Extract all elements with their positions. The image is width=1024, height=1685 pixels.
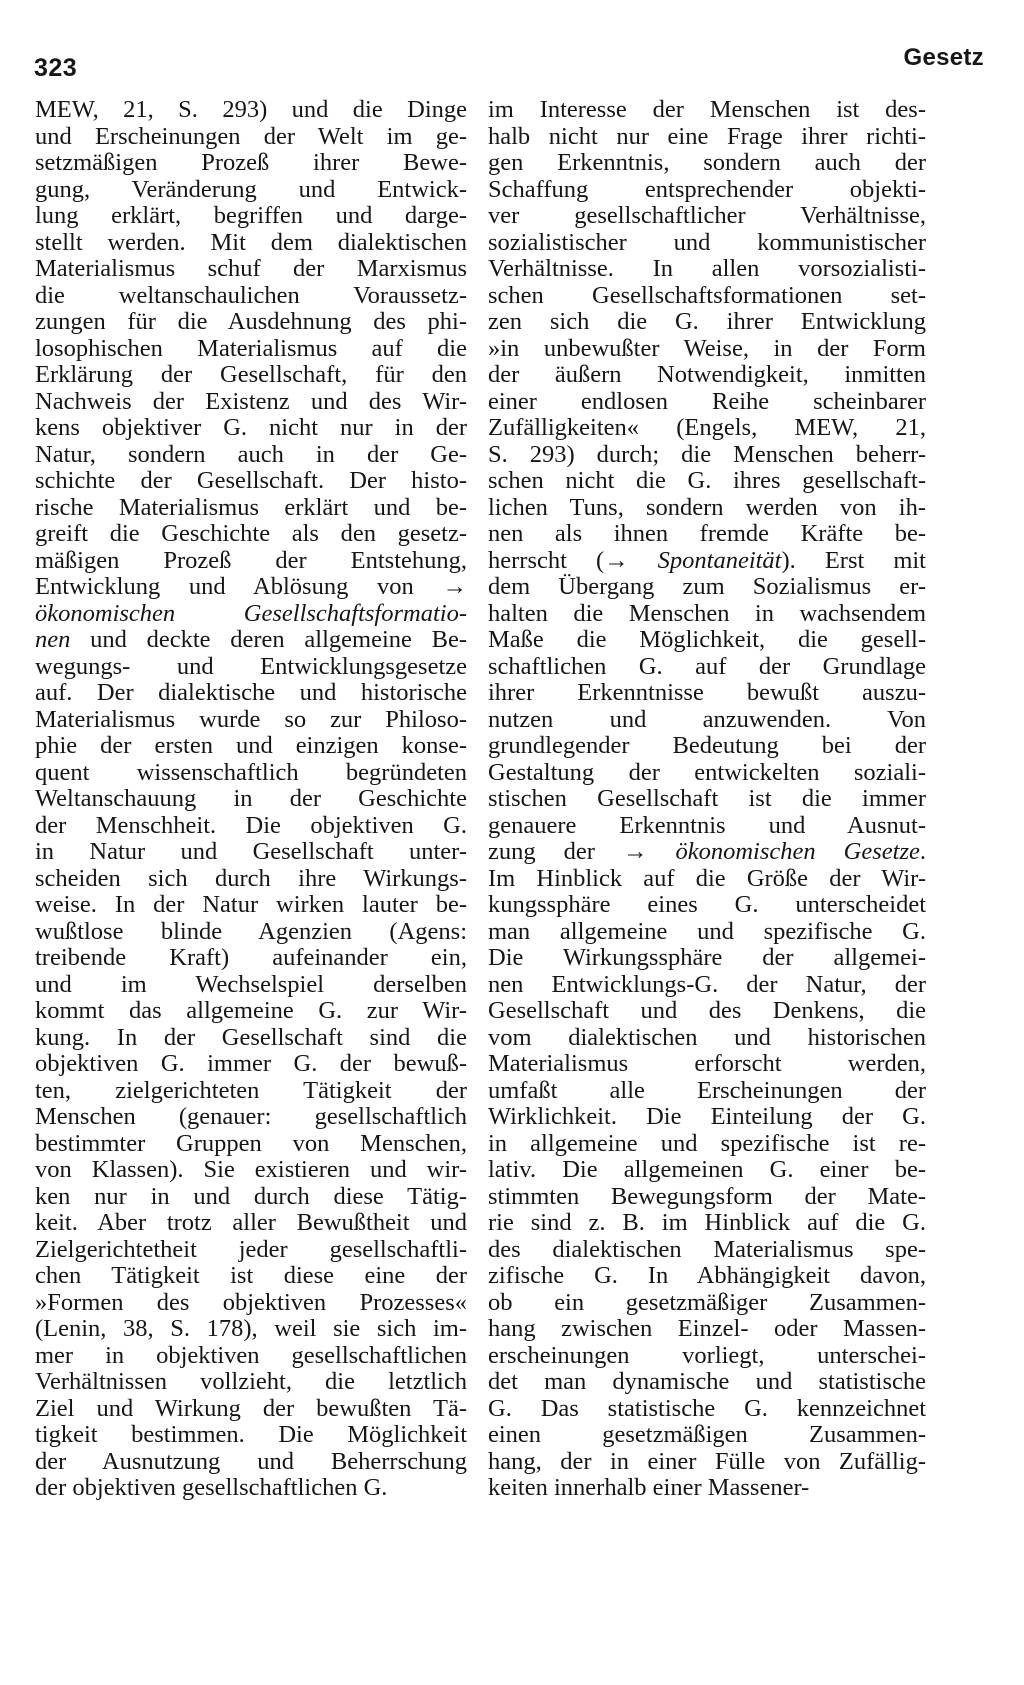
text-line: umfaßt alle Erscheinungen der	[488, 1077, 926, 1104]
text-line: grundlegender Bedeutung bei der	[488, 733, 926, 759]
text-line: Gestaltung der entwickelten soziali-	[488, 759, 926, 786]
text-line: G. Das statistische G. kennzeichnet	[488, 1395, 926, 1422]
left-text-column	[35, 97, 467, 1502]
text-line: MEW, 21, S. 293) und die Dinge	[35, 97, 467, 123]
text-line: schaftlichen G. auf der Grundlage	[488, 653, 926, 680]
text-line: det man dynamische und statistische	[488, 1369, 926, 1395]
text-line: der Menschheit. Die objektiven G.	[35, 812, 467, 839]
text-line: keiten innerhalb einer Massener-	[488, 1475, 810, 1501]
text-line: in Natur und Gesellschaft unter-	[35, 839, 467, 865]
text-line: Materialismus schuf der Marxismus	[35, 256, 467, 282]
text-line: »in unbewußter Weise, in der Form	[488, 335, 926, 362]
text-line: kens objektiver G. nicht nur in der	[35, 415, 467, 441]
text-line: wußtlose blinde Agenzien (Agens:	[35, 918, 467, 945]
text-line: mer in objektiven gesellschaftlichen	[35, 1342, 467, 1369]
text-line: zungen für die Ausdehnung des phi-	[35, 309, 467, 335]
text-line: Im Hinblick auf die Größe der Wir-	[488, 865, 926, 892]
text-line: Erklärung der Gesellschaft, für den	[35, 362, 467, 388]
text-line: greift die Geschichte als den gesetz-	[35, 521, 467, 547]
text-line: Verhältnissen vollzieht, die letztlich	[35, 1369, 467, 1395]
right-text-column	[488, 97, 926, 1502]
text-line: man allgemeine und spezifische G.	[488, 918, 926, 945]
text-line: Schaffung entsprechender objekti-	[488, 176, 926, 203]
text-line: der äußern Notwendigkeit, inmitten	[488, 362, 926, 388]
text-line: zifische G. In Abhängigkeit davon,	[488, 1263, 926, 1289]
page-number: 323	[34, 54, 78, 82]
text-line: mäßigen Prozeß der Entstehung,	[35, 547, 467, 574]
text-line: gen Erkenntnis, sondern auch der	[488, 150, 926, 176]
text-line: Materialismus erforscht werden,	[488, 1051, 926, 1077]
text-line: erscheinungen vorliegt, unterschei-	[488, 1342, 926, 1369]
text-line: einer endlosen Reihe scheinbarer	[488, 388, 926, 415]
text-line: kung. In der Gesellschaft sind die	[35, 1024, 467, 1051]
text-line: nutzen und anzuwenden. Von	[488, 706, 926, 733]
text-line: hang, der in einer Fülle von Zufällig-	[488, 1448, 926, 1475]
text-line: der Ausnutzung und Beherrschung	[35, 1448, 467, 1475]
text-line: Gesellschaft und des Denkens, die	[488, 998, 926, 1024]
text-line: Verhältnisse. In allen vorsozialisti-	[488, 256, 926, 282]
text-line: Ziel und Wirkung der bewußten Tä-	[35, 1395, 467, 1422]
text-line: des dialektischen Materialismus spe-	[488, 1236, 926, 1263]
text-line: losophischen Materialismus auf die	[35, 335, 467, 362]
text-line: kungssphäre eines G. unterscheidet	[488, 892, 926, 918]
text-line: genauere Erkenntnis und Ausnut-	[488, 812, 926, 839]
text-line: im Interesse der Menschen ist des-	[488, 97, 926, 123]
text-line: in allgemeine und spezifische ist re-	[488, 1130, 926, 1157]
text-line: sozialistischer und kommunistischer	[488, 229, 926, 256]
text-line: stischen Gesellschaft ist die immer	[488, 786, 926, 812]
text-line: und Erscheinungen der Welt im ge-	[35, 123, 467, 150]
text-line: lichen Tuns, sondern werden von ih-	[488, 494, 926, 521]
running-head: Gesetz	[903, 44, 984, 71]
text-line: dem Übergang zum Sozialismus er-	[488, 574, 926, 600]
text-line: vom dialektischen und historischen	[488, 1024, 926, 1051]
text-line: Menschen (genauer: gesellschaftlich	[35, 1104, 467, 1130]
text-line: von Klassen). Sie existieren und wir-	[35, 1157, 467, 1183]
text-line: »Formen des objektiven Prozesses«	[35, 1289, 467, 1316]
text-line: bestimmter Gruppen von Menschen,	[35, 1130, 467, 1157]
text-line: schichte der Gesellschaft. Der histo-	[35, 468, 467, 494]
text-line: Weltanschauung in der Geschichte	[35, 786, 467, 812]
text-line: die weltanschaulichen Voraussetz-	[35, 282, 467, 309]
text-line: setzmäßigen Prozeß ihrer Bewe-	[35, 150, 467, 176]
text-line: phie der ersten und einzigen konse-	[35, 733, 467, 759]
text-line: zung der → ökonomischen Gesetze.	[488, 839, 926, 865]
text-line: kommt das allgemeine G. zur Wir-	[35, 998, 467, 1024]
text-line: rische Materialismus erklärt und be-	[35, 494, 467, 521]
text-line: rie sind z. B. im Hinblick auf die G.	[488, 1210, 926, 1236]
text-line: Nachweis der Existenz und des Wir-	[35, 388, 467, 415]
text-line: herrscht (→ Spontaneität). Erst mit	[488, 547, 926, 574]
text-line: tigkeit bestimmen. Die Möglichkeit	[35, 1422, 467, 1448]
text-line: der objektiven gesellschaftlichen G.	[35, 1475, 388, 1501]
text-line: Natur, sondern auch in der Ge-	[35, 441, 467, 468]
text-line: scheiden sich durch ihre Wirkungs-	[35, 865, 467, 892]
text-line: lung erklärt, begriffen und darge-	[35, 203, 467, 229]
text-line: hang zwischen Einzel- oder Massen-	[488, 1316, 926, 1342]
text-line: Maße die Möglichkeit, die gesell-	[488, 627, 926, 653]
text-line: halb nicht nur eine Frage ihrer richti-	[488, 123, 926, 150]
text-line: einen gesetzmäßigen Zusammen-	[488, 1422, 926, 1448]
text-line: S. 293) durch; die Menschen beherr-	[488, 441, 926, 468]
text-line: schen nicht die G. ihres gesellschaft-	[488, 468, 926, 494]
text-line: nen und deckte deren allgemeine Be-	[35, 627, 467, 653]
text-line: Wirklichkeit. Die Einteilung der G.	[488, 1104, 926, 1130]
text-line: Materialismus wurde so zur Philoso-	[35, 706, 467, 733]
text-line: ökonomischen Gesellschaftsformatio-	[35, 600, 467, 627]
text-line: treibende Kraft) aufeinander ein,	[35, 945, 467, 971]
text-line: quent wissenschaftlich begründeten	[35, 759, 467, 786]
text-line: Die Wirkungssphäre der allgemei-	[488, 945, 926, 971]
text-line: stimmten Bewegungsform der Mate-	[488, 1183, 926, 1210]
text-line: und im Wechselspiel derselben	[35, 971, 467, 998]
text-line: objektiven G. immer G. der bewuß-	[35, 1051, 467, 1077]
text-line: wegungs- und Entwicklungsgesetze	[35, 653, 467, 680]
text-line: zen sich die G. ihrer Entwicklung	[488, 309, 926, 335]
text-line: schen Gesellschaftsformationen set-	[488, 282, 926, 309]
text-line: weise. In der Natur wirken lauter be-	[35, 892, 467, 918]
text-line: gung, Veränderung und Entwick-	[35, 176, 467, 203]
text-line: keit. Aber trotz aller Bewußtheit und	[35, 1210, 467, 1236]
text-line: ten, zielgerichteten Tätigkeit der	[35, 1077, 467, 1104]
text-line: (Lenin, 38, S. 178), weil sie sich im-	[35, 1316, 467, 1342]
text-line: halten die Menschen in wachsendem	[488, 600, 926, 627]
text-line: nen als ihnen fremde Kräfte be-	[488, 521, 926, 547]
text-line: ob ein gesetzmäßiger Zusammen-	[488, 1289, 926, 1316]
text-line: chen Tätigkeit ist diese eine der	[35, 1263, 467, 1289]
text-line: nen Entwicklungs-G. der Natur, der	[488, 971, 926, 998]
text-line: ken nur in und durch diese Tätig-	[35, 1183, 467, 1210]
text-line: ver gesellschaftlicher Verhältnisse,	[488, 203, 926, 229]
text-line: Zufälligkeiten« (Engels, MEW, 21,	[488, 415, 926, 441]
text-line: auf. Der dialektische und historische	[35, 680, 467, 706]
text-line: lativ. Die allgemeinen G. einer be-	[488, 1157, 926, 1183]
text-line: Zielgerichtetheit jeder gesellschaftli-	[35, 1236, 467, 1263]
text-line: stellt werden. Mit dem dialektischen	[35, 229, 467, 256]
text-line: Entwicklung und Ablösung von →	[35, 574, 467, 600]
text-line: ihrer Erkenntnisse bewußt auszu-	[488, 680, 926, 706]
